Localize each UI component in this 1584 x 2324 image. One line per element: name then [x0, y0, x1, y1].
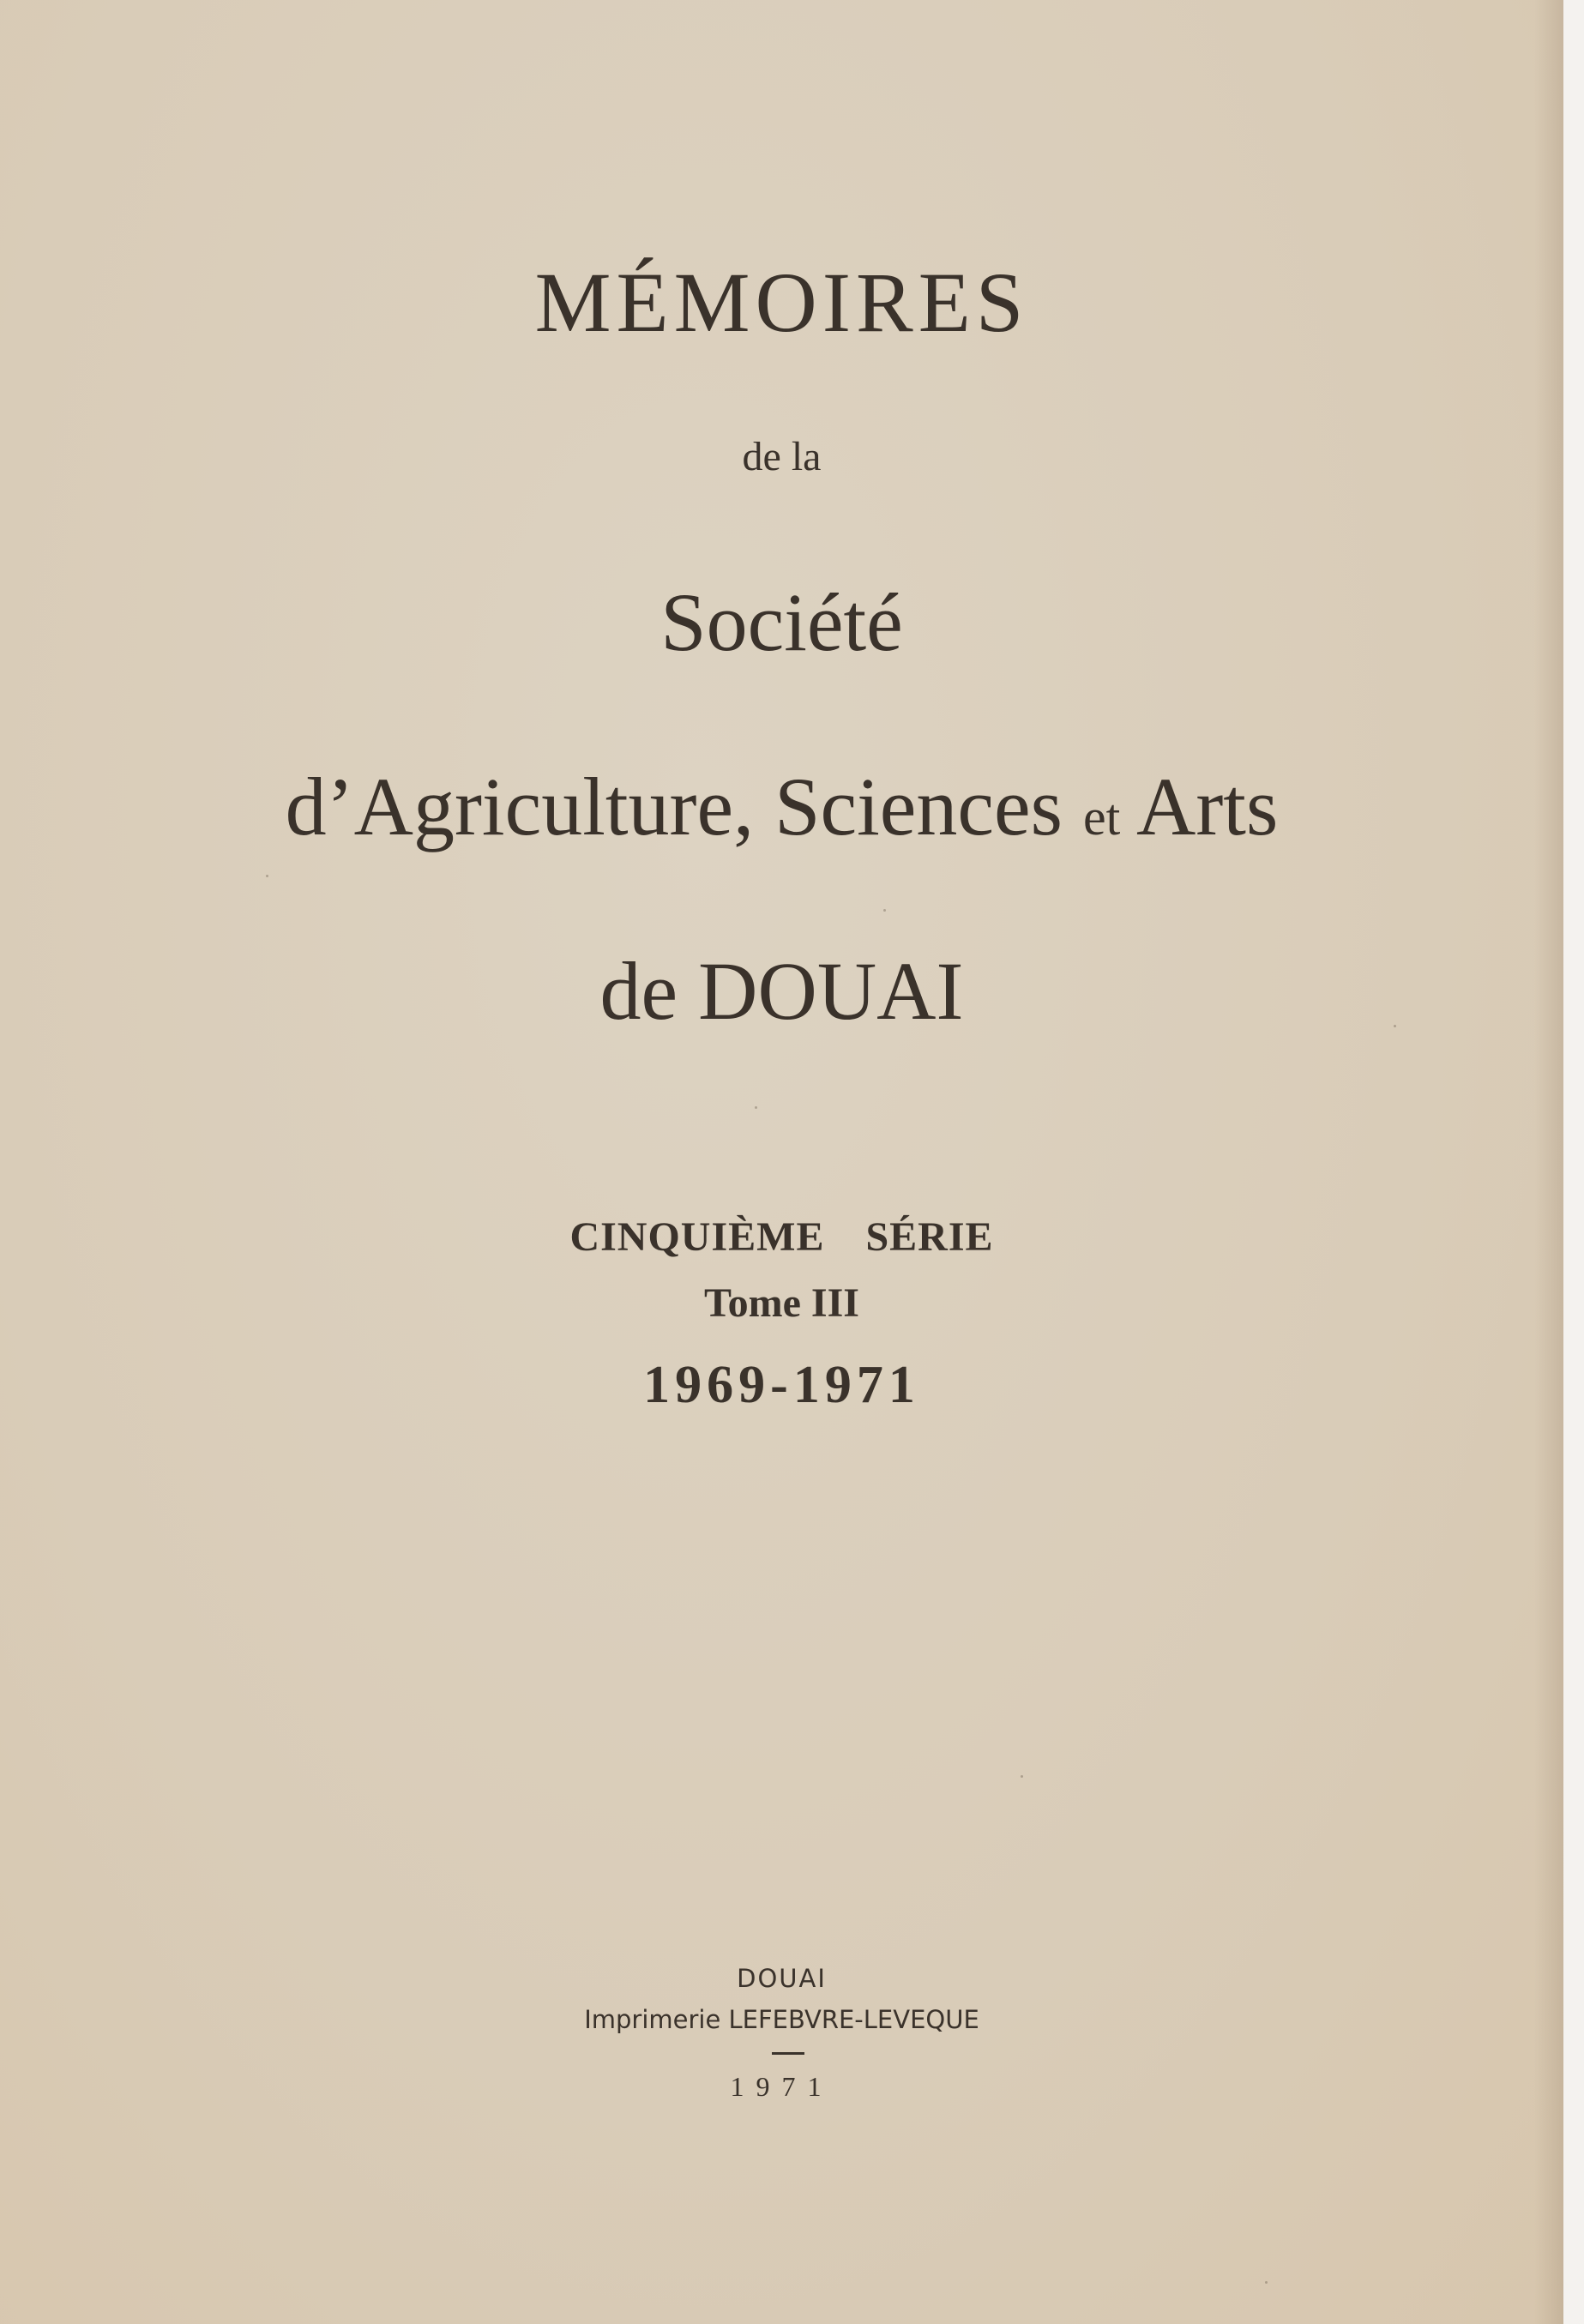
- series-label: SÉRIE: [865, 1214, 994, 1260]
- paper-speck: [883, 909, 886, 912]
- series-word: CINQUIÈME: [569, 1214, 825, 1260]
- paper-speck: [1021, 1775, 1023, 1778]
- imprint-year: 1971: [730, 2071, 834, 2102]
- title-connector: de la: [742, 434, 822, 479]
- volume-years: 1969-1971: [643, 1356, 920, 1414]
- paper-speck: [1394, 1025, 1396, 1027]
- scan-margin: [1563, 0, 1584, 2324]
- society-disciplines: [0, 759, 1563, 854]
- imprint-printer: Imprimerie LEFEBVRE-LEVEQUE: [584, 2005, 979, 2034]
- paper-speck: [755, 1106, 757, 1109]
- society-name: Société: [660, 576, 903, 668]
- cover-title: MÉMOIRES: [534, 255, 1029, 350]
- paper-speck: [1265, 2281, 1268, 2284]
- series-line: [0, 1213, 1563, 1261]
- disciplines-main: d’Agriculture, Sciences: [285, 761, 1063, 852]
- page-edge-shadow: [1534, 0, 1563, 2324]
- imprint-divider: [772, 2052, 804, 2055]
- imprint-city: DOUAI: [737, 1964, 827, 1993]
- disciplines-end: Arts: [1136, 761, 1279, 852]
- society-city: de DOUAI: [599, 945, 964, 1037]
- disciplines-and: et: [1082, 789, 1121, 846]
- paper-speck: [266, 875, 268, 877]
- volume-number: Tome III: [704, 1280, 859, 1326]
